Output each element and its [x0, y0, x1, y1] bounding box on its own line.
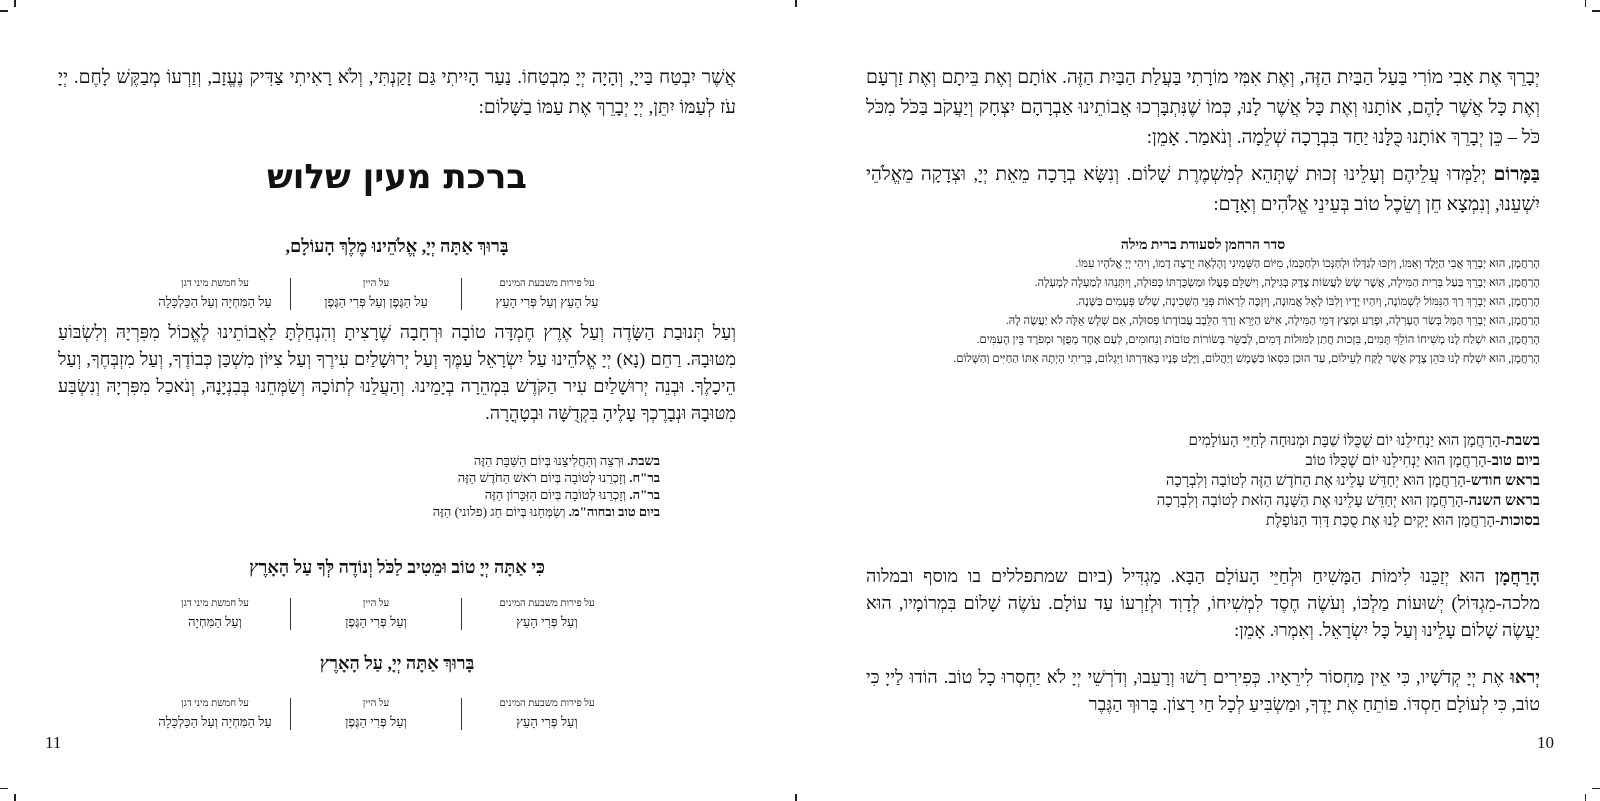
paragraph-text: הוּא יְזַכֵּנוּ לִימוֹת הַמָּשִׁיחַ וּלְחַיֵּי הָעוֹלָם הַבָּא. מַגְדִּיל (ביום שמתפללים בו מוסף ובמלוה מלכה-מִגְדּוֹל) יְשׁוּעוֹת מַלְכּוֹ, וְעֹשֶׂה חֶסֶד לִמְשִׁיחוֹ, לְדָוִד וּלְזַרְעוֹ עַד עוֹלָם. עֹשֶׂה שָׁלוֹם בִּמְרוֹמָיו, הוּא יַעֲשֶׂה שָׁלוֹם עָלֵינוּ וְעַל כָּל יִשְׂרָאֵל. וְאִמְרוּ. אָמֵן:: [866, 566, 1540, 640]
bold-word: בַּמָּרוֹם: [1493, 164, 1540, 185]
blessing-opening: בָּרוּךְ אַתָּה יְיָ, אֱלֹהֵינוּ מֶלֶךְ הָעוֹלָם,: [285, 236, 509, 256]
page-number: 11: [45, 733, 62, 752]
column-fruit: על פירות משבעת המינים וְעַל פְּרִי הָעֵץ: [499, 598, 595, 629]
paragraph-bamarom: [866, 160, 1540, 220]
brit-line: הָרַחֲמָן, הוּא יְבָרֵךְ אֲבִי הַיֶּלֶד וְאִמּוֹ, וְיִזְכּוּ לְגַדְּלוֹ וּלְחַנְּכוֹ וּלְחַכְּמוֹ, מִיּוֹם הַשְּׁמִינִי וָהָלְאָה יֵרָצֶה דָמוֹ, וִיהִי יְיָ אֱלֹהָיו עִמּוֹ.: [1075, 258, 1540, 270]
section-title: ברכת מעין שלוש: [266, 157, 528, 197]
main-paragraph: וְעַל תְּנוּבַת הַשָּׂדֶה וְעַל אֶרֶץ חֶמְדָּה טוֹבָה וּרְחָבָה שֶׁרָצִיתָ וְהִנְחַלְתָּ לַאֲבוֹתֵינוּ לֶאֱכוֹל מִפִּרְיָהּ וְלִשְׂבּוֹעַ מִטּוּבָהּ. רַחֵם (נָא) יְיָ אֱלֹהֵינוּ עַל יִשְׂרָאֵל עַמֶּךָ וְעַל יְרוּשָׁלַיִם עִירֶךָ וְעַל צִיּוֹן מִשְׁכַּן כְּבוֹדֶךָ, וְעַל מִזְבְּחֶךָ, וְעַל הֵיכָלֶךָ. וּבְנֵה יְרוּשָׁלַיִם עִיר הַקֹּדֶשׁ בִּמְהֵרָה בְיָמֵינוּ. וְהַעֲלֵנוּ לְתוֹכָהּ וְשַׂמְּחֵנוּ בְּבִנְיָנָהּ, וְנֹאכַל מִפִּרְיָהּ וְנִשְׂבַּע מִטּוּבָהּ וּנְבָרֶכְךָ עָלֶיהָ בִּקְדֻשָּׁה וּבְטָהֳרָה.: [58, 322, 736, 423]
insert-line: בר"ח. וְזָכְרֵנוּ לְטוֹבָה בְּיוֹם רֹאשׁ הַחֹדֶשׁ הַזֶּה: [457, 470, 660, 485]
page-number: 10: [1537, 733, 1554, 752]
paragraph-harachaman: [866, 563, 1540, 644]
blessing-columns-3: [140, 696, 640, 732]
paragraph-yiru: [866, 664, 1540, 718]
column-divider: [461, 598, 462, 630]
paragraph-asher-yivtach: אֲשֶׁר יִבְטַח בַּייָ, וְהָיָה יְיָ מִבְטַחוֹ. נַעַר הָיִיתִי גַּם זָקַנְתִּי, וְלֹא רָאִיתִי צַדִּיק נֶעֱזָב, וְזַרְעוֹ מְבַקֶּשׁ לָחֶם. יְיָ עֹז לְעַמּוֹ יִתֵּן, יְיָ יְבָרֵךְ אֶת עַמּוֹ בַשָּׁלוֹם:: [58, 67, 736, 118]
column-wine: על היין עַל הַגֶּפֶן וְעַל פְּרִי הַגֶּפֶן: [324, 278, 428, 309]
paragraph-text: אֶת יְיָ קְדֹשָׁיו, כִּי אֵין מַחְסוֹר לִירֵאָיו. כְּפִירִים רָשׁוּ וְרָעֵבוּ, וְדֹרְשֵׁי יְיָ לֹא יַחְסְרוּ כָל טוֹב. הוֹדוּ לַייָ כִּי טוֹב, כִּי לְעוֹלָם חַסְדּוֹ. פּוֹתֵחַ אֶת יָדֶךָ, וּמַשְׂבִּיעַ לְכָל חַי רָצוֹן. בָּרוּךְ הַגֶּבֶר: [866, 667, 1540, 714]
column-wine: על היין וְעַל פְּרִי הַגֶּפֶן: [345, 698, 407, 729]
column-divider: [461, 278, 462, 310]
blessing-columns-1: [140, 276, 640, 312]
occasion-item: בראש חודש-הָרַחֲמָן הוּא יְחַדֵּשׁ עָלֵינוּ אֶת הַחֹדֶשׁ הַזֶּה לְטוֹבָה וְלִבְרָכָה: [1165, 473, 1540, 489]
occasion-item: בסוכות-הָרַחֲמָן הוּא יָקִים לָנוּ אֶת סֻכַּת דָּוִד הַנּוֹפָלֶת: [1265, 513, 1540, 529]
ki-ata-line: כִּי אַתָּה יְיָ טוֹב וּמֵטִיב לַכֹּל וְנוֹדֶה לְּךָ עַל הָאָרֶץ: [249, 557, 545, 577]
baruch-closing: בָּרוּךְ אַתָּה יְיָ, עַל הָאָרֶץ: [319, 653, 475, 673]
brit-line: הָרַחֲמָן, הוּא יְבָרֵךְ בַּעַל בְּרִית הַמִּילָה, אֲשֶׁר שָׂשׂ לַעֲשׂוֹת צֶדֶק בְּגִילָה, וִישַׁלֵּם פָּעֳלוֹ וּמַשְׂכֻּרְתּוֹ כְּפוּלָה, וְיִתְּנֵהוּ לְמַעְלָה לְמָעְלָה.: [1034, 277, 1540, 289]
brit-line: הָרַחֲמָן, הוּא יִשְׁלַח לָנוּ כֹּהֵן צֶדֶק אֲשֶׁר לֻקַּח לְעֵילוֹם, עַד הוּכַן כִּסְאוֹ כַּשֶּׁמֶשׁ וְיַהֲלוֹם, וַיָּלֶט פָּנָיו בְּאַדַּרְתּוֹ וַיִּגְלוֹם, בְּרִיתִי הָיְתָה אִתּוֹ הַחַיִּים וְהַשָּׁלוֹם.: [953, 353, 1540, 365]
insert-line: ביום טוב ובחוה"מ. וְשַׂמְּחֵנוּ בְּיוֹם חַג (פלוני) הַזֶּה: [432, 504, 660, 519]
column-grain: על חמשת מיני דגן עַל הַמִּחְיָה וְעַל הַכַּלְכָּלָה: [158, 698, 272, 729]
column-divider: [290, 698, 291, 730]
occasion-item: בשבת-הָרַחֲמָן הוּא יַנְחִילֵנוּ יוֹם שֶׁכֻּלּוֹ שַׁבָּת וּמְנוּחָה לְחַיֵּי הָעוֹלָמִים: [1188, 433, 1540, 449]
column-divider: [461, 698, 462, 730]
insert-line: בשבת. וּרְצֵה וְהַחֲלִיצֵנוּ בְּיוֹם הַשַּׁבָּת הַזֶּה: [473, 453, 660, 468]
bold-word: הָרַחֲמָן: [1494, 566, 1540, 586]
column-grain: על חמשת מיני דגן וְעַל הַמִּחְיָה: [181, 598, 249, 629]
column-wine: על היין וְעַל פְּרִי הַגֶּפֶן: [345, 598, 407, 629]
occasion-inserts: [320, 452, 660, 520]
occasion-item: ביום טוב-הָרַחֲמָן הוּא יַנְחִילֵנוּ יוֹם שֶׁכֻּלּוֹ טוֹב: [1305, 453, 1540, 469]
column-fruit: על פירות משבעת המינים עַל הָעֵץ וְעַל פְּרִי הָעֵץ: [495, 278, 599, 309]
paragraph-text: יְלַמְּדוּ עֲלֵיהֶם וְעָלֵינוּ זְכוּת שֶׁתְּהֵא לְמִשְׁמֶרֶת שָׁלוֹם. וְנִשָּׂא בְרָכָה מֵאֵת יְיָ, וּצְדָקָה מֵאֱלֹהֵי יִשְׁעֵנוּ, וְנִמְצָא חֵן וְשֵׂכֶל טוֹב בְּעֵינֵי אֱלֹהִים וְאָדָם:: [866, 164, 1540, 215]
right-page: [800, 0, 1600, 801]
bold-word: יְראוּ: [1510, 667, 1540, 687]
column-grain: על חמשת מיני דגן עַל הַמִּחְיָה וְעַל הַכַּלְכָּלָה: [158, 278, 272, 309]
paragraph-yevarech: יְבָרֵךְ אֶת אָבִי מוֹרִי בַּעַל הַבַּיִת הַזֶּה, וְאֶת אִמִּי מוֹרָתִי בַּעֲלַת הַבַּיִת הַזֶּה. אוֹתָם וְאֶת בֵּיתָם וְאֶת זַרְעָם וְאֶת כָּל אֲשֶׁר לָהֶם, אוֹתָנוּ וְאֶת כָּל אֲשֶׁר לָנוּ, כְּמוֹ שֶׁנִּתְבָּרְכוּ אֲבוֹתֵינוּ אַבְרָהָם יִצְחָק וְיַעֲקֹב בַּכֹּל מִכֹּל כֹּל – כֵּן יְבָרֵךְ אוֹתָנוּ כֻּלָּנוּ יַחַד בִּבְרָכָה שְׁלֵמָה. וְנֹאמַר. אָמֵן:: [866, 67, 1540, 148]
occasion-item: בראש השנה-הָרַחֲמָן הוּא יְחַדֵּשׁ עָלֵינוּ אֶת הַשָּׁנָה הַזֹּאת לְטוֹבָה וְלִבְרָכָה: [1156, 493, 1540, 509]
insert-line: בר"ה. וְזָכְרֵנוּ לְטוֹבָה בְּיוֹם הַזִּכָּרוֹן הַזֶּה: [484, 487, 660, 502]
column-divider: [290, 278, 291, 310]
brit-line: הָרַחֲמָן, הוּא יְבָרֵךְ הַמָּל בְּשַׂר הָעָרְלָה, וּפָרַע וּמָצַץ דְּמֵי הַמִּילָה, אִישׁ הַיָּרֵא וְרַךְ הַלֵּבָב עֲבוֹדָתוֹ פְּסוּלָה, אִם שְׁלָשׁ אֵלֶּה לֹא יַעֲשֶׂה לָהּ.: [1005, 315, 1540, 327]
column-fruit: על פירות משבעת המינים וְעַל פְּרִי הָעֵץ: [499, 698, 595, 729]
brit-line: הָרַחֲמָן, הוּא יִשְׁלַח לָנוּ מְשִׁיחוֹ הוֹלֵךְ תָּמִים, בִּזְכוּת חֲתַן לַמּוּלוֹת דָּמִים, לְבַשֵּׂר בְּשׂוֹרוֹת טוֹבוֹת וְנִחוּמִים, לְעַם אֶחָד מְפֻזָּר וּמְפֹרָד בֵּין הָעַמִּים.: [976, 334, 1540, 346]
blessing-columns-2: [140, 596, 640, 632]
brit-milah-title: סדר הרחמן לסעודת ברית מילה: [1120, 238, 1286, 253]
occasion-list: [866, 431, 1540, 531]
column-divider: [290, 598, 291, 630]
brit-milah-section: [866, 255, 1540, 369]
brit-line: הָרַחֲמָן, הוּא יְבָרֵךְ רַךְ הַנִּמּוֹל לִשְׁמוֹנָה, וְיִהְיוּ יָדָיו וְלִבּוֹ לָאֵל אֱמוּנָה, וְיִזְכֶּה לִרְאוֹת פְּנֵי הַשְּׁכִינָה, שָׁלֹשׁ פְּעָמִים בַּשָּׁנָה.: [1075, 296, 1540, 308]
